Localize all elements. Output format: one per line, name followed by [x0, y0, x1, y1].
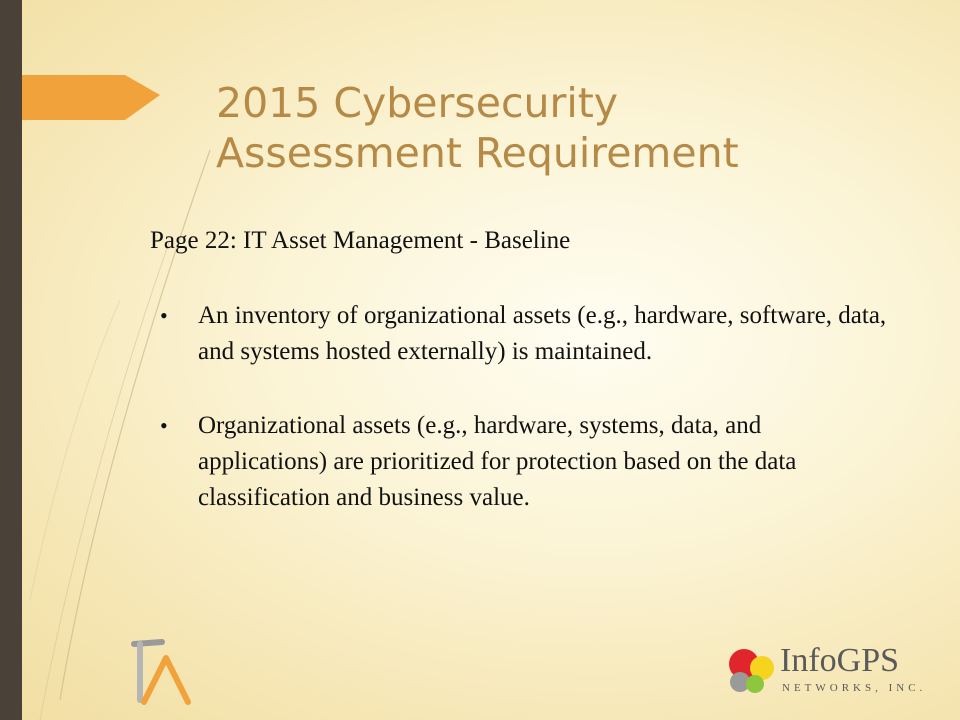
title-line-2: Assessment Requirement — [216, 129, 739, 177]
bullet-text: An inventory of organizational assets (e.g., hardware, software, data, and systems hosted externally) is maintained. — [198, 302, 887, 365]
infogps-circles-icon — [722, 642, 782, 702]
bullet-text: Organizational assets (e.g., hardware, systems, data, and applications) are prioritized for protection based on the data classification and business value. — [198, 412, 797, 511]
section-subheading: Page 22: IT Asset Management - Baseline — [150, 227, 571, 254]
title-line-1: 2015 Cybersecurity — [216, 79, 619, 127]
slide-title — [216, 78, 916, 178]
bullet-item — [150, 298, 890, 370]
deco-line-3 — [30, 300, 120, 600]
ta-logo — [118, 630, 194, 710]
slide-content — [150, 226, 890, 554]
bullet-list — [150, 298, 890, 516]
infogps-logo — [722, 642, 927, 702]
bullet-dot-icon: • — [160, 303, 168, 328]
orange-arrow-tab — [22, 75, 160, 120]
infogps-subtitle: NETWORKS, INC. — [782, 682, 927, 694]
bullet-dot-icon: • — [160, 413, 168, 438]
bullet-item — [150, 408, 890, 516]
infogps-name: InfoGPS — [780, 642, 900, 679]
